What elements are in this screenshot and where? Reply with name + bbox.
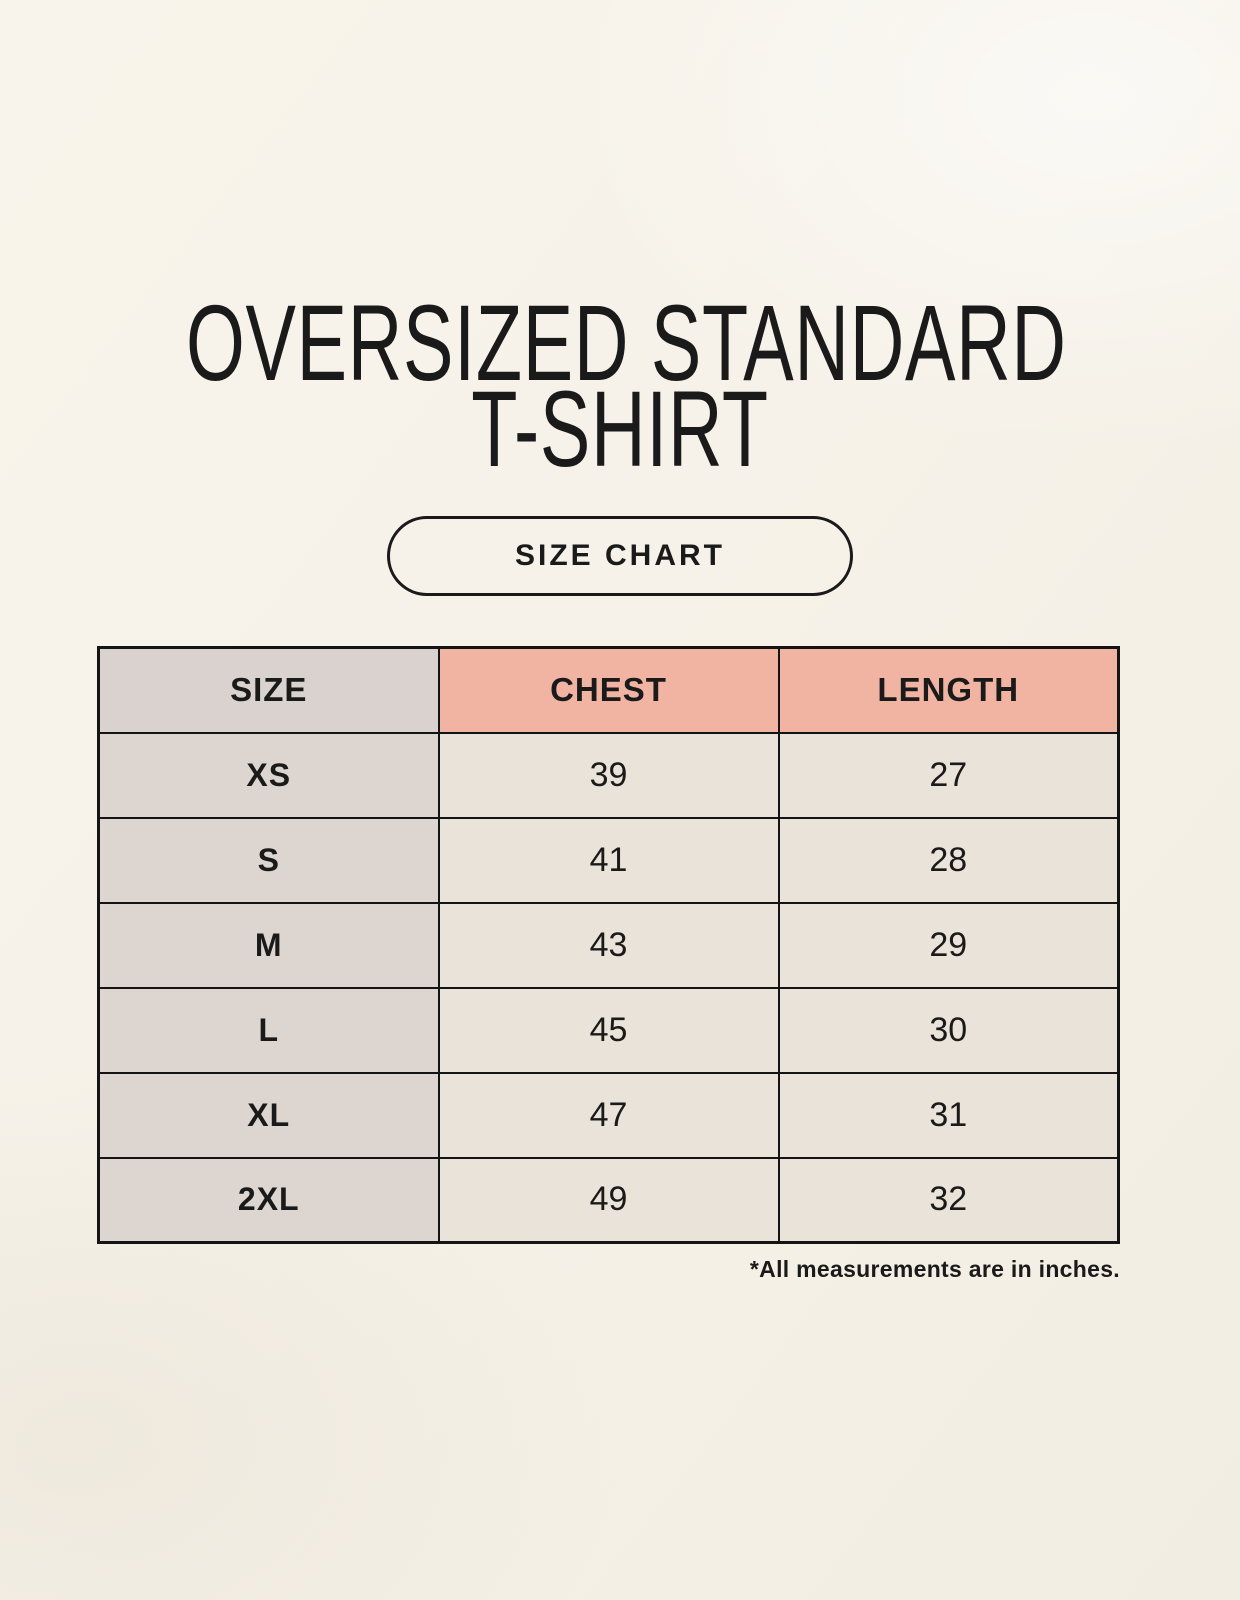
cell-text: 29 <box>929 925 968 964</box>
cell-chest-xs <box>439 733 779 818</box>
table-header-row <box>99 648 1119 733</box>
column-header-length <box>779 648 1119 733</box>
cell-chest-l <box>439 988 779 1073</box>
cell-text: XS <box>246 756 292 793</box>
cell-size-2xl <box>99 1158 439 1243</box>
cell-text: 28 <box>929 840 968 879</box>
cell-text: XL <box>247 1096 291 1133</box>
cell-text: 31 <box>929 1095 968 1134</box>
column-header-size <box>99 648 439 733</box>
table-row-xs <box>99 733 1119 818</box>
cell-size-s <box>99 818 439 903</box>
cell-chest-m <box>439 903 779 988</box>
cell-length-2xl <box>779 1158 1119 1243</box>
column-header-size-label: SIZE <box>230 671 308 709</box>
cell-text: L <box>258 1011 280 1048</box>
cell-text: 47 <box>589 1095 628 1134</box>
cell-size-xs <box>99 733 439 818</box>
cell-length-l <box>779 988 1119 1073</box>
size-table-section <box>97 646 1120 1283</box>
column-header-chest <box>439 648 779 733</box>
table-row-2xl <box>99 1158 1119 1243</box>
cell-length-xl <box>779 1073 1119 1158</box>
cell-text: 43 <box>589 925 628 964</box>
page-title-line2: T-SHIRT <box>471 368 769 489</box>
column-header-chest-label: CHEST <box>550 671 667 709</box>
cell-length-m <box>779 903 1119 988</box>
cell-text: 39 <box>589 755 628 794</box>
cell-text: 30 <box>929 1010 968 1049</box>
cell-text: 45 <box>589 1010 628 1049</box>
table-row-m <box>99 903 1119 988</box>
cell-size-l <box>99 988 439 1073</box>
cell-chest-s <box>439 818 779 903</box>
page-title-line1: OVERSIZED STANDARD <box>186 282 1067 403</box>
cell-text: 41 <box>589 840 628 879</box>
cell-text: 27 <box>929 755 968 794</box>
cell-text: 2XL <box>237 1181 300 1218</box>
cell-chest-xl <box>439 1073 779 1158</box>
cell-size-xl <box>99 1073 439 1158</box>
size-chart-badge <box>387 516 853 596</box>
table-row-xl <box>99 1073 1119 1158</box>
cell-length-xs <box>779 733 1119 818</box>
cell-text: M <box>254 926 283 963</box>
cell-size-m <box>99 903 439 988</box>
cell-length-s <box>779 818 1119 903</box>
size-table <box>97 646 1120 1244</box>
cell-text: 32 <box>929 1180 968 1219</box>
cell-chest-2xl <box>439 1158 779 1243</box>
hero-section <box>0 0 1240 596</box>
size-chart-badge-label: SIZE CHART <box>515 539 725 572</box>
cell-text: 49 <box>589 1180 628 1219</box>
table-row-l <box>99 988 1119 1073</box>
measurements-footnote: *All measurements are in inches. <box>749 1256 1120 1282</box>
table-row-s <box>99 818 1119 903</box>
cell-text: S <box>257 841 280 878</box>
column-header-length-label: LENGTH <box>877 671 1020 709</box>
page-title <box>186 282 1067 489</box>
